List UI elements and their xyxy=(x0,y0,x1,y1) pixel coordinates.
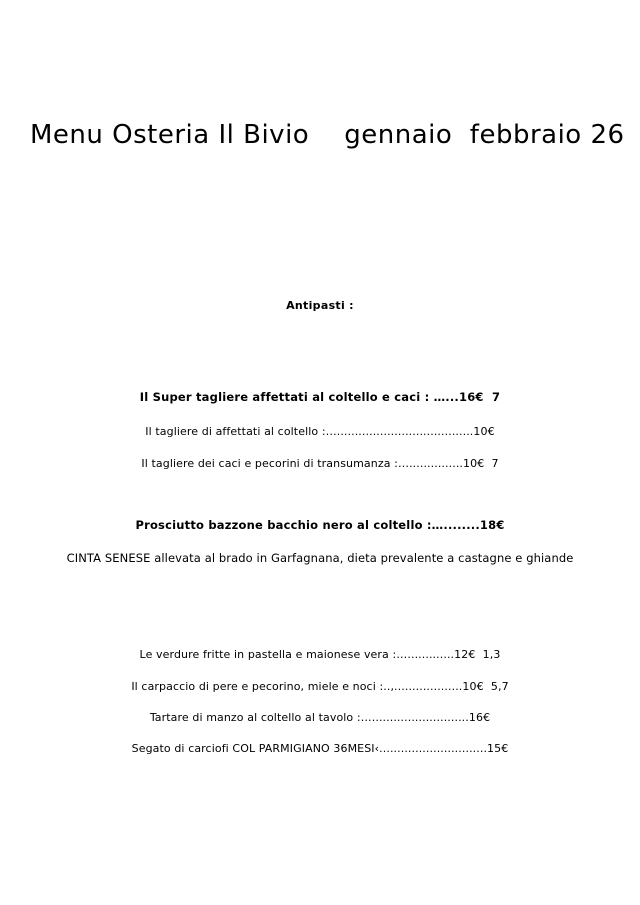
menu-item: Le verdure fritte in pastella e maionese vera :….............12€ 1,3 xyxy=(139,648,501,661)
menu-item: Segato di carciofi COL PARMIGIANO 36MESI‹..............................15€ xyxy=(131,742,509,755)
menu-item: Il tagliere dei caci e pecorini di transumanza :…...............10€ 7 xyxy=(141,457,499,470)
page-title: Menu Osteria Il Bivio gennaio febbraio 26 xyxy=(30,120,625,150)
menu-item: Prosciutto bazzone bacchio nero al coltello :…........18€ xyxy=(135,518,505,532)
section-heading-antipasti: Antipasti : xyxy=(286,299,354,312)
menu-item: Il Super tagliere affettati al coltello e caci : …...16€ 7 xyxy=(139,390,501,404)
menu-item: Il tagliere di affettati al coltello :…......................................10€ xyxy=(145,425,495,438)
menu-item: Il carpaccio di pere e pecorino, miele e noci :..,...................10€ 5,7 xyxy=(131,680,509,693)
menu-item-description: CINTA SENESE allevata al brado in Garfagnana, dieta prevalente a castagne e ghiande xyxy=(66,551,574,565)
menu-item: Tartare di manzo al coltello al tavolo :…...........................16€ xyxy=(149,711,491,724)
